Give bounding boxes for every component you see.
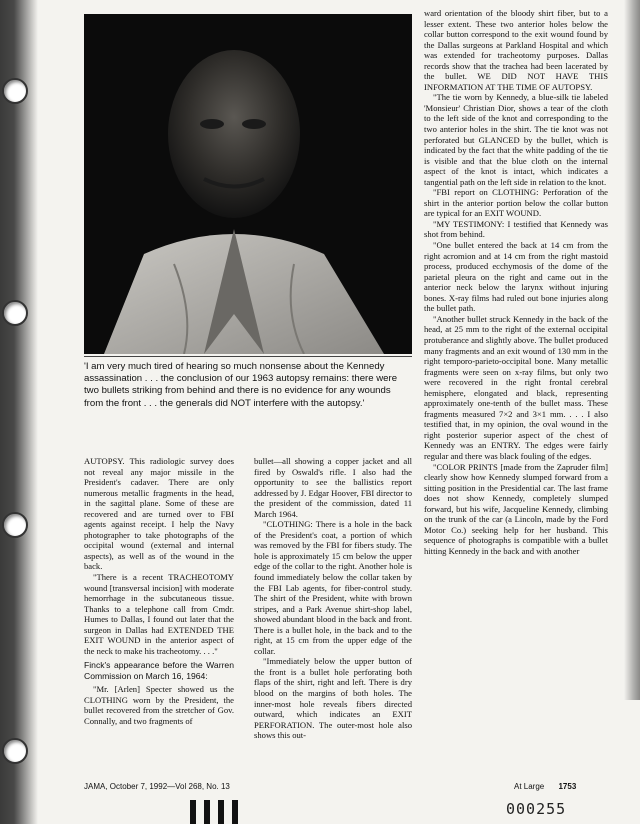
paragraph: ward orientation of the bloody shirt fiber, but to a lesser extent. These two anterior holes below the collar button correspond to the exit wound found by the Dallas surgeons at Parkland Hospital and which was extended for tracheotomy purposes. Dallas records show that the trachea had been lacerated by the bullet. WE DID NOT HAVE THIS INFORMATION AT THE TIME OF AUTOPSY. [424, 8, 608, 92]
document-stamp: 000255 [506, 800, 567, 818]
binder-hole-upper [2, 300, 28, 326]
paragraph: "There is a recent TRACHEOTOMY wound [transversal incision] with moderate hemorrhage in the subcutaneous tissue. Thanks to a telephone call from Cmdr. Humes to Dallas, I found out later that the surgeon in Dallas had EXTENDED THE EXIT WOUND in the anterior aspect of the neck to make his tracheotomy. . . ." [84, 572, 234, 656]
paragraph: "FBI report on CLOTHING: Perforation of the shirt in the anterior portion below the collar button are typical for an EXIT WOUND. [424, 187, 608, 219]
paragraph: "Another bullet struck Kennedy in the back of the head, at 25 mm to the right of the external occipital protuberance and slightly above. The bullet produced many fragments and an exit wound of 130 mm in the right temporo-parieto-occipital bone. Many metallic fragments were seen on x-ray films, but only two were recovered in the right frontal cerebral hemisphere, elongated and black, representing approximately one-tenth of the bullet mass. These fragments measured 7×2 and 3×1 mm. . . . I also testified that, in my opinion, the oval wound in the right posterior superior aspect of the chest of Kennedy was an ENTRY. The edges were fairly regular and there was black fouling of the edges. [424, 313, 608, 461]
scan-edge-right [624, 0, 640, 700]
scan-edge-left [0, 0, 40, 824]
scan-mark [204, 800, 210, 824]
journal-citation: JAMA, October 7, 1992—Vol 268, No. 13 [84, 782, 230, 791]
paragraph: "CLOTHING: There is a hole in the back of the President's coat, a portion of which was removed by the FBI for fibers study. The hole is approximately 15 cm below the upper edge of the collar to the right. Another hole is found immediately below the collar taken by the FBI Lab agents, for fiber-control study. The shirt of the President, white with brown stripes, and a Park Avenue shirt-shop label, showed abundant blood in the back and front. There is a bullet hole, in the back and to the right, at 15 cm from the upper edge of the collar. [254, 519, 412, 656]
binder-hole-bottom [2, 738, 28, 764]
page-footer [514, 782, 576, 791]
paragraph: "Immediately below the upper button of the front is a bullet hole perforating both flaps of the shirt, right and left. There is dry blood on the margins of both holes. The inner-most hole reveals fibers directed outward, which indicates an EXIT PERFORATION. The outer-most hole also shows this out- [254, 656, 412, 741]
paragraph: "Mr. [Arlen] Specter showed us the CLOTHING worn by the President, the bullet recovered from the stretcher of Gov. Connally, and two fragments of [84, 684, 234, 727]
photo-caption: 'I am very much tired of hearing so much nonsense about the Kennedy assassination . . . the conclusion of our 1963 autopsy remains: there were two bullets striking from behind and there is no evidence for any wounds from the front . . . the generals did NOT interfere with the autopsy.' [84, 356, 412, 442]
binder-hole-top [2, 78, 28, 104]
section-name: At Large [514, 782, 545, 791]
paragraph: bullet—all showing a copper jacket and all fired by Oswald's rifle. I also had the opportunity to see the ballistics report addressed by J. Edgar Hoover, FBI director to the president of the commission, dated 11 March 1964. [254, 456, 412, 519]
paragraph: "COLOR PRINTS [made from the Zapruder film] clearly show how Kennedy slumped forward from a sitting position in the Presidential car. The last frame does not show Kennedy, completely slumped forward, but his wife, Jacqueline Kennedy, climbing on the trunk of the car (a Lincoln, made by the Ford Motor Co.) seeking help for her husband. This sequence of photographs is compatible with a bullet hitting Kennedy in the back and with another [424, 461, 608, 556]
scan-marks [160, 800, 360, 824]
column-2 [254, 456, 412, 741]
page-number: 1753 [558, 782, 577, 791]
scan-mark [232, 800, 238, 824]
column-3 [424, 8, 608, 556]
paragraph: "The tie worn by Kennedy, a blue-silk tie labeled 'Monsieur' Christian Dior, shows a tear of the cloth to the left side of the knot and corresponding to the two anterior holes in the shirt. The tie knot was not perforated but GLANCED by the bullet, which is indicated by the fact that the white padding of the tie is visible and that the blue cloth on the internal aspect of the knot is intact, which indicates a tangential path on the left side in relation to the knot. [424, 92, 608, 187]
paragraph: AUTOPSY. This radiologic survey does not reveal any major missile in the President's cadaver. There are only numerous metallic fragments in the head, in the sagittal plane. Some of these are recovered and are turned over to FBI agents against receipt. I help the Navy photographer to take photographs of the occipital wound (external and internal aspects), as well as of the wound in the back. [84, 456, 234, 572]
paragraph: "MY TESTIMONY: I testified that Kennedy was shot from behind. [424, 218, 608, 240]
scan-mark [218, 800, 224, 824]
portrait-photo [84, 14, 412, 354]
scan-mark [190, 800, 196, 824]
binder-hole-lower [2, 512, 28, 538]
subheading: Finck's appearance before the Warren Commission on March 16, 1964: [84, 660, 234, 681]
column-1 [84, 456, 234, 727]
paragraph: "One bullet entered the back at 14 cm from the right acromion and at 14 cm from the right mastoid process, produced ecchymosis of the dome of the parietal pleura on the right and came out in the anterior neck below the larynx without injuring bones. X-ray films had ruled out bone injuries along the bullet path. [424, 240, 608, 314]
